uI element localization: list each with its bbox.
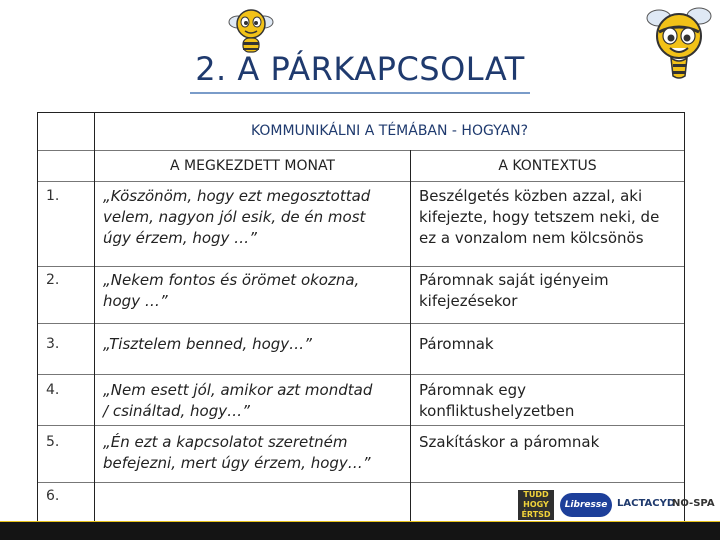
opening-phrase [95,483,411,527]
bee-mascot-icon [228,4,274,54]
text-line: hogy …” [103,292,168,310]
text-line: Páromnak saját igényeim [419,271,609,289]
row-number: 4. [38,375,95,426]
context-cell [411,267,685,324]
text-line: úgy érzem, hogy …” [103,229,257,247]
lactacyd-logo: LACTACYD [617,498,676,509]
context-cell [411,375,685,426]
text-line: kifejezte, hogy tetszem neki, de [419,208,660,226]
libresse-logo: Libresse [560,493,612,517]
tudd-hogy-ertsd-logo: TUDD HOGY ÉRTSD [518,490,554,520]
text-line: „Nem esett jól, amikor azt mondtad [103,381,373,399]
opening-phrase [95,267,411,324]
opening-phrase [95,182,411,267]
slide-title: 2. A PÁRKAPCSOLAT [195,50,525,88]
text-line: konfliktushelyzetben [419,402,575,420]
text-line: ez a vonzalom nem kölcsönös [419,229,644,247]
table-topic-row [38,113,685,151]
table-topic: KOMMUNIKÁLNI A TÉMÁBAN - HOGYAN? [95,113,685,151]
text-line: befejezni, mert úgy érzem, hogy…” [103,454,371,472]
text-line: „Tisztelem benned, hogy…” [103,335,312,353]
empty-corner-cell [38,151,95,182]
text-line: Szakításkor a páromnak [419,433,600,451]
text-line: / csináltad, hogy…” [103,402,250,420]
text-line: „Köszönöm, hogy ezt megosztottad [103,187,371,205]
text-line: Páromnak [419,335,494,353]
context-cell [411,324,685,375]
table-row [38,182,685,267]
row-number: 2. [38,267,95,324]
table-header-row [38,151,685,182]
text-line: Páromnak egy [419,381,526,399]
text-line: „Nekem fontos és örömet okozna, [103,271,360,289]
table-row [38,426,685,483]
opening-phrase [95,324,411,375]
row-number: 6. [38,483,95,527]
context-cell [411,182,685,267]
text-line: „Én ezt a kapcsolatot szeretném [103,433,348,451]
opening-phrase [95,426,411,483]
table-row [38,267,685,324]
text-line: Beszélgetés közben azzal, aki [419,187,643,205]
table-row [38,324,685,375]
nospa-logo: NO-SPA [672,498,715,509]
title-underline [190,92,530,94]
column-header-context: A KONTEXTUS [411,151,685,182]
text-line: velem, nagyon jól esik, de én most [103,208,366,226]
text-line: kifejezésekor [419,292,518,310]
footer-bar [0,522,720,540]
communication-table [37,112,685,527]
table-row [38,375,685,426]
row-number: 3. [38,324,95,375]
context-cell [411,426,685,483]
empty-corner-cell [38,113,95,151]
row-number: 1. [38,182,95,267]
opening-phrase [95,375,411,426]
column-header-opening: A MEGKEZDETT MONAT [95,151,411,182]
row-number: 5. [38,426,95,483]
sponsor-logos [512,488,720,522]
